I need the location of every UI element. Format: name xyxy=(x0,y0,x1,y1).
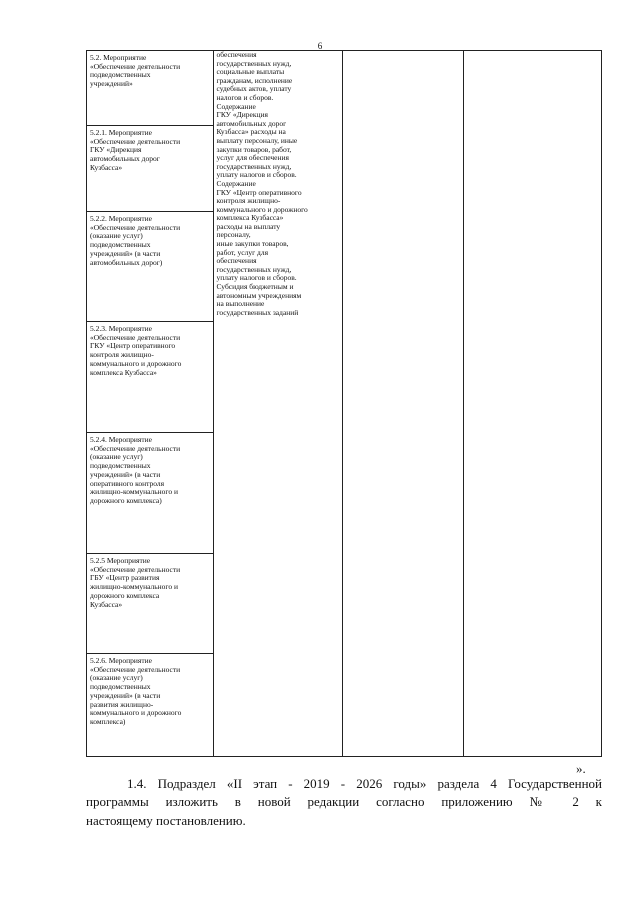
event-cell xyxy=(87,212,214,322)
event-text: 5.2.5 Мероприятие «Обеспечение деятельности ГБУ «Центр развития жилищно-коммунального и дорожного комплекса Кузбасса» xyxy=(90,556,181,609)
event-cell xyxy=(87,322,214,433)
event-cell xyxy=(87,51,214,126)
event-text: 5.2.3. Мероприятие «Обеспечение деятельности ГКУ «Центр оперативного контроля жилищно- коммунального и дорожного комплекса Кузбасса» xyxy=(90,324,182,377)
empty-cell xyxy=(464,51,602,757)
event-cell xyxy=(87,433,214,554)
event-text: 5.2.6. Мероприятие «Обеспечение деятельности (оказание услуг) подведомственных учреждений» (в части развития жилищно- коммунального и дорожного комплекса) xyxy=(90,656,182,726)
description-cell xyxy=(214,51,342,757)
event-cell xyxy=(87,126,214,212)
paragraph-line: программы изложить в новой редакции согласно приложению № 2 к xyxy=(86,794,602,810)
event-text: 5.2.4. Мероприятие «Обеспечение деятельности (оказание услуг) подведомственных учреждений» (в части оперативного контроля жилищно-коммунального и дорожного комплекса) xyxy=(90,435,181,505)
description-text: обеспечения государственных нужд, социальные выплаты гражданам, исполнение судебных актов, уплату налогов и сборов. Содержание ГКУ «Дирекция автомобильных дорог Кузбасса» расходы на выплату персоналу, иные закупки товаров, работ, услуг для обеспечения государственных нужд, уплату налогов и сборов. Содержание ГКУ «Центр оперативного контроля жилищно- коммунального и дорожного комплекса Кузбасса» расходы на выплату персоналу, иные закупки товаров, работ, услуг для обеспечения государственных нужд, уплату налогов и сборов. Субсидия бюджетным и автономным учреждениям на выполнение государственных заданий xyxy=(216,50,308,317)
event-text: 5.2. Мероприятие «Обеспечение деятельности подведомственных учреждений» xyxy=(90,53,181,89)
event-text: 5.2.1. Мероприятие «Обеспечение деятельности ГКУ «Дирекция автомобильных дорог Кузбасса» xyxy=(90,128,181,172)
program-table xyxy=(86,50,602,757)
paragraph-line: 1.4. Подраздел «II этап - 2019 - 2026 годы» раздела 4 Государственной xyxy=(127,776,602,791)
amendment-paragraph xyxy=(86,775,602,830)
event-text: 5.2.2. Мероприятие «Обеспечение деятельности (оказание услуг) подведомственных учреждений» (в части автомобильных дорог) xyxy=(90,214,181,267)
event-cell xyxy=(87,554,214,654)
closing-quote-mark: ». xyxy=(576,761,586,776)
paragraph-line: настоящему постановлению. xyxy=(86,812,246,828)
page-number: 6 xyxy=(317,41,323,51)
empty-cell xyxy=(342,51,463,757)
event-cell xyxy=(87,654,214,757)
